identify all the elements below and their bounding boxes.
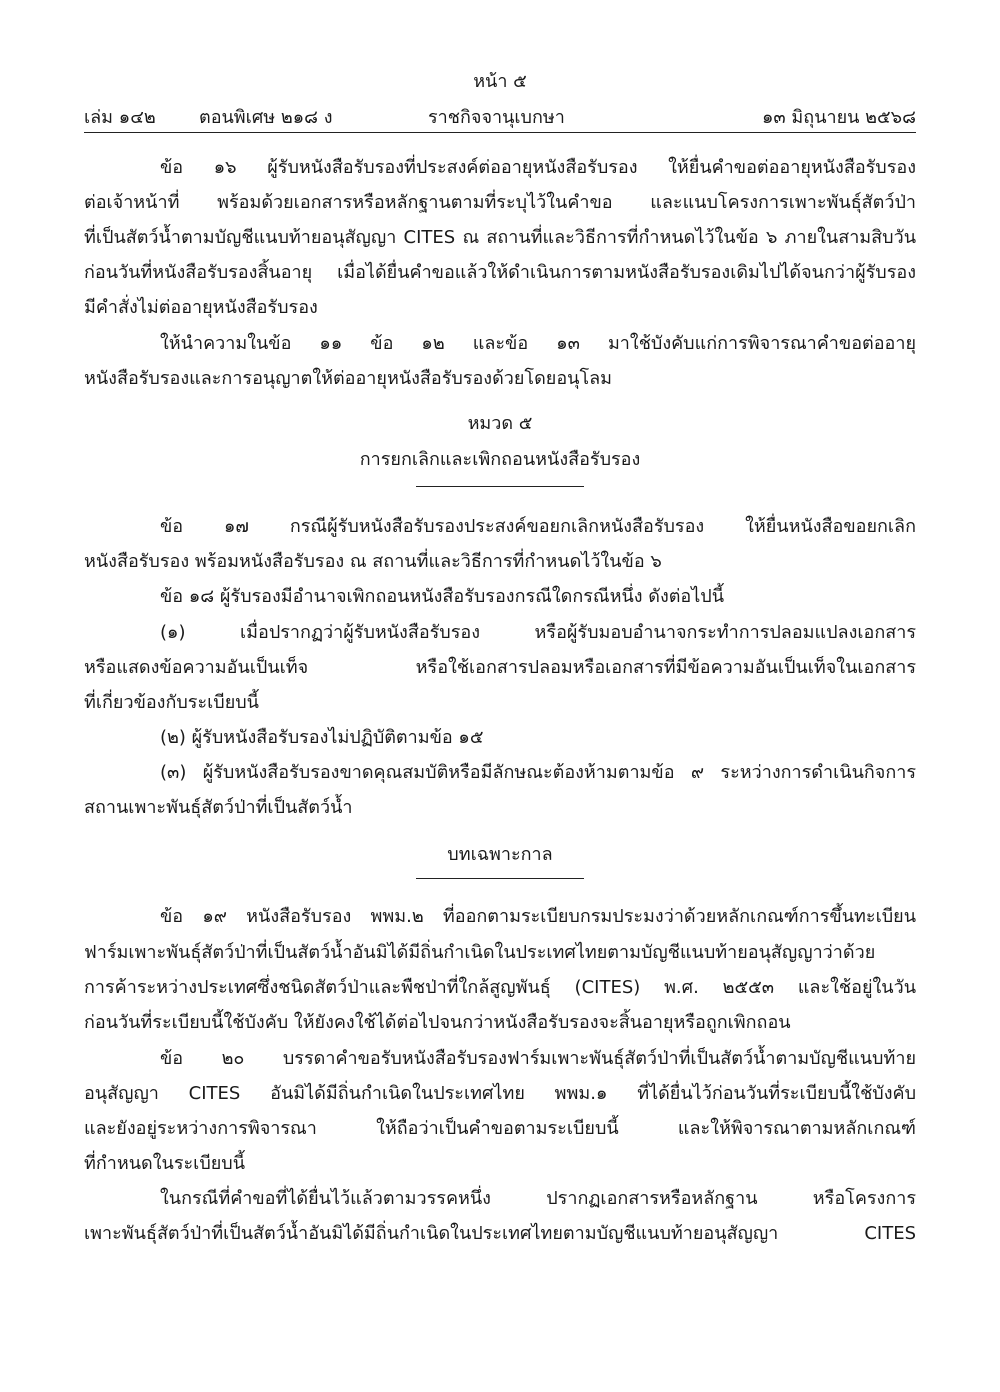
text-line: หนังสือรับรองและการอนุญาตให้ต่ออายุหนังสือรับรองด้วยโดยอนุโลม (84, 368, 613, 389)
header-volume: เล่ม ๑๔๒ (84, 107, 156, 128)
gazette-header (84, 102, 916, 132)
text-line: (๒) ผู้รับหนังสือรับรองไม่ปฏิบัติตามข้อ ๑๕ (160, 727, 484, 748)
text-line: ให้นำความในข้อ ๑๑ ข้อ ๑๒ และข้อ ๑๓ มาใช้บังคับแก่การพิจารณาคำขอต่ออายุ (160, 333, 916, 354)
text-line: (๑) เมื่อปรากฏว่าผู้รับหนังสือรับรอง หรือผู้รับมอบอำนาจกระทำการปลอมแปลงเอกสาร (160, 622, 916, 643)
text-line: ข้อ ๑๘ ผู้รับรองมีอำนาจเพิกถอนหนังสือรับรองกรณีใดกรณีหนึ่ง ดังต่อไปนี้ (160, 586, 725, 607)
section-rule (416, 486, 584, 487)
text-line: ที่เกี่ยวข้องกับระเบียบนี้ (84, 692, 259, 713)
header-issue: ตอนพิเศษ ๒๑๘ ง (199, 107, 333, 128)
page-number: หน้า ๕ (473, 71, 527, 92)
section-rule (416, 878, 584, 879)
text-line: ในกรณีที่คำขอที่ได้ยื่นไว้แล้วตามวรรคหนึ่ง ปรากฏเอกสารหรือหลักฐาน หรือโครงการ (160, 1188, 916, 1209)
text-line: ข้อ ๑๖ ผู้รับหนังสือรับรองที่ประสงค์ต่ออายุหนังสือรับรอง ให้ยื่นคำขอต่ออายุหนังสือรับรอง (160, 157, 916, 178)
text-line: อนุสัญญา CITES อันมิได้มีถิ่นกำเนิดในประเทศไทย พพม.๑ ที่ได้ยื่นไว้ก่อนวันที่ระเบียบนี้ใช้บังคับ (84, 1083, 916, 1104)
text-line: เพาะพันธุ์สัตว์ป่าที่เป็นสัตว์น้ำอันมิได้มีถิ่นกำเนิดในประเทศไทยตามบัญชีแนบท้ายอนุสัญญา CITES (84, 1223, 916, 1244)
text-line: ฟาร์มเพาะพันธุ์สัตว์ป่าที่เป็นสัตว์น้ำอันมิได้มีถิ่นกำเนิดในประเทศไทยตามบัญชีแนบท้ายอนุสัญญาว่าด้วย (84, 942, 876, 963)
text-line: ที่เป็นสัตว์น้ำตามบัญชีแนบท้ายอนุสัญญา CITES ณ สถานที่และวิธีการที่กำหนดไว้ในข้อ ๖ ภายในสามสิบวัน (84, 227, 916, 248)
text-line: ก่อนวันที่ระเบียบนี้ใช้บังคับ ให้ยังคงใช้ได้ต่อไปจนกว่าหนังสือรับรองจะสิ้นอายุหรือถูกเพิกถอน (84, 1012, 791, 1033)
text-line: (๓) ผู้รับหนังสือรับรองขาดคุณสมบัติหรือมีลักษณะต้องห้ามตามข้อ ๙ ระหว่างการดำเนินกิจการ (160, 762, 916, 783)
text-line: ต่อเจ้าหน้าที่ พร้อมด้วยเอกสารหรือหลักฐานตามที่ระบุไว้ในคำขอ และแนบโครงการเพาะพันธุ์สัตว์ป่า (84, 192, 916, 213)
text-line: สถานเพาะพันธุ์สัตว์ป่าที่เป็นสัตว์น้ำ (84, 797, 353, 818)
text-line: การค้าระหว่างประเทศซึ่งชนิดสัตว์ป่าและพืชป่าที่ใกล้สูญพันธุ์ (CITES) พ.ศ. ๒๕๕๓ และใช้อยู่ในวัน (84, 977, 916, 998)
chapter-title: การยกเลิกและเพิกถอนหนังสือรับรอง (359, 449, 641, 470)
text-line: ข้อ ๑๗ กรณีผู้รับหนังสือรับรองประสงค์ขอยกเลิกหนังสือรับรอง ให้ยื่นหนังสือขอยกเลิก (160, 516, 916, 537)
text-line: และยังอยู่ระหว่างการพิจารณา ให้ถือว่าเป็นคำขอตามระเบียบนี้ และให้พิจารณาตามหลักเกณฑ์ (84, 1118, 916, 1139)
text-line: หรือแสดงข้อความอันเป็นเท็จ หรือใช้เอกสารปลอมหรือเอกสารที่มีข้อความอันเป็นเท็จในเอกสาร (84, 657, 916, 678)
text-line: หนังสือรับรอง พร้อมหนังสือรับรอง ณ สถานที่และวิธีการที่กำหนดไว้ในข้อ ๖ (84, 551, 662, 572)
chapter-number: หมวด ๕ (467, 413, 533, 434)
text-line: มีคำสั่งไม่ต่ออายุหนังสือรับรอง (84, 297, 318, 318)
header-date: ๑๓ มิถุนายน ๒๕๖๘ (761, 107, 916, 128)
section-title: บทเฉพาะกาล (447, 844, 553, 865)
header-rule (84, 132, 916, 133)
header-gazette-name: ราชกิจจานุเบกษา (428, 107, 565, 128)
text-line: ข้อ ๑๙ หนังสือรับรอง พพม.๒ ที่ออกตามระเบียบกรมประมงว่าด้วยหลักเกณฑ์การขึ้นทะเบียน (160, 906, 916, 927)
text-line: ที่กำหนดในระเบียบนี้ (84, 1153, 246, 1174)
text-line: ก่อนวันที่หนังสือรับรองสิ้นอายุ เมื่อได้ยื่นคำขอแล้วให้ดำเนินการตามหนังสือรับรองเดิมไปได้จนกว่าผู้รับรอง (84, 262, 916, 283)
text-line: ข้อ ๒๐ บรรดาคำขอรับหนังสือรับรองฟาร์มเพาะพันธุ์สัตว์ป่าที่เป็นสัตว์น้ำตามบัญชีแนบท้าย (160, 1048, 916, 1069)
